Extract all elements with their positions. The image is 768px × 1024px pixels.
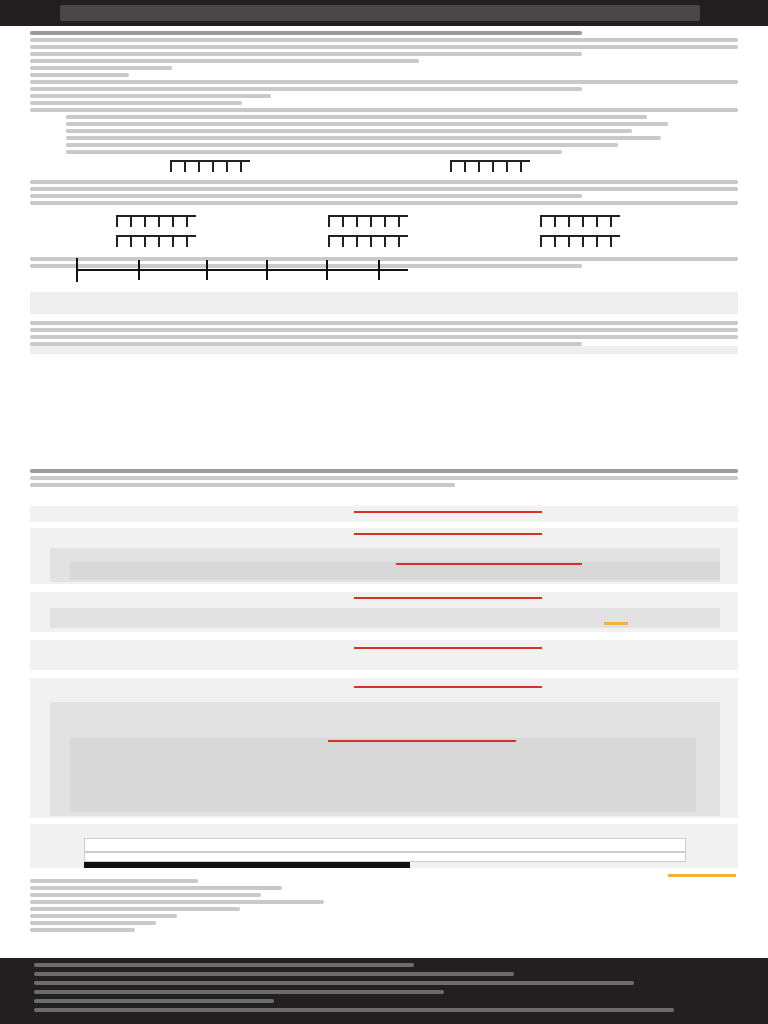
- text-line: [30, 66, 172, 70]
- nested-reply: [50, 608, 720, 628]
- text-line: [30, 476, 738, 480]
- diagram-figure: [540, 235, 620, 247]
- text-line: [66, 115, 647, 119]
- text-line: [30, 38, 738, 42]
- text-line: [66, 136, 661, 140]
- text-line: [30, 321, 738, 325]
- note-box: [30, 292, 738, 314]
- comment: [30, 640, 738, 670]
- text-line: [66, 143, 618, 147]
- text-line: [30, 31, 582, 35]
- related-link[interactable]: [30, 886, 282, 890]
- graph-tick: [138, 260, 140, 280]
- related-link[interactable]: [30, 921, 156, 925]
- graph-tick: [326, 260, 328, 280]
- footer-link[interactable]: [34, 981, 634, 985]
- diagram-figure: [328, 235, 408, 247]
- diagram-figure: [450, 160, 530, 172]
- highlight-underline: [354, 597, 542, 599]
- diagram-figure: [116, 235, 196, 247]
- nested-reply: [70, 738, 696, 812]
- text-line: [30, 59, 419, 63]
- nested-reply: [70, 562, 720, 580]
- related-link[interactable]: [30, 907, 240, 911]
- footer-link[interactable]: [34, 972, 514, 976]
- graph-axis: [78, 269, 408, 271]
- text-line: [66, 150, 562, 154]
- reply-link[interactable]: [604, 622, 628, 625]
- diagram-row: [30, 215, 738, 229]
- highlight-underline: [396, 563, 582, 565]
- related-link[interactable]: [30, 928, 135, 932]
- text-line: [30, 94, 271, 98]
- text-line: [66, 122, 668, 126]
- footer-link[interactable]: [34, 999, 274, 1003]
- text-line: [30, 335, 738, 339]
- text-line: [30, 45, 738, 49]
- reply-input-secondary[interactable]: [84, 852, 686, 862]
- text-line: [30, 201, 738, 205]
- graph-figure: [76, 258, 408, 282]
- diagram-figure: [328, 215, 408, 227]
- article-body: [30, 28, 738, 271]
- text-line: [30, 194, 582, 198]
- diagram-figure: [170, 160, 250, 172]
- related-link[interactable]: [30, 900, 324, 904]
- related-link[interactable]: [30, 879, 198, 883]
- comments-heading: [30, 469, 738, 473]
- share-bar: [30, 346, 738, 354]
- graph-tick: [378, 260, 380, 280]
- page-title: [60, 5, 700, 21]
- diagram-row: [30, 160, 738, 174]
- footer-link[interactable]: [34, 963, 414, 967]
- site-header: [0, 0, 768, 26]
- text-line: [30, 180, 738, 184]
- diagram-row: [30, 235, 738, 249]
- highlight-underline: [354, 686, 542, 688]
- text-line: [30, 101, 242, 105]
- footer-link[interactable]: [34, 1008, 674, 1012]
- graph-tick: [266, 260, 268, 280]
- related-link[interactable]: [30, 914, 177, 918]
- text-line: [30, 328, 738, 332]
- highlight-underline: [354, 533, 542, 535]
- graph-tick: [206, 260, 208, 280]
- submit-button[interactable]: [84, 862, 410, 868]
- text-line: [30, 52, 582, 56]
- site-footer: [0, 958, 768, 1024]
- highlight-underline: [354, 647, 542, 649]
- text-line: [30, 187, 738, 191]
- article-paragraph: [30, 318, 738, 349]
- text-line: [30, 483, 455, 487]
- text-line: [30, 87, 582, 91]
- text-line: [30, 73, 129, 77]
- comments-header: [30, 466, 738, 490]
- highlight-underline: [328, 740, 516, 742]
- footer-link[interactable]: [34, 990, 444, 994]
- reply-input[interactable]: [84, 838, 686, 852]
- comment: [30, 506, 738, 522]
- orange-accent-bar: [668, 874, 736, 877]
- text-line: [30, 80, 738, 84]
- diagram-figure: [116, 215, 196, 227]
- text-line: [66, 129, 632, 133]
- related-link[interactable]: [30, 893, 261, 897]
- related-links: [30, 876, 450, 935]
- diagram-figure: [540, 215, 620, 227]
- text-line: [30, 108, 738, 112]
- highlight-underline: [354, 511, 542, 513]
